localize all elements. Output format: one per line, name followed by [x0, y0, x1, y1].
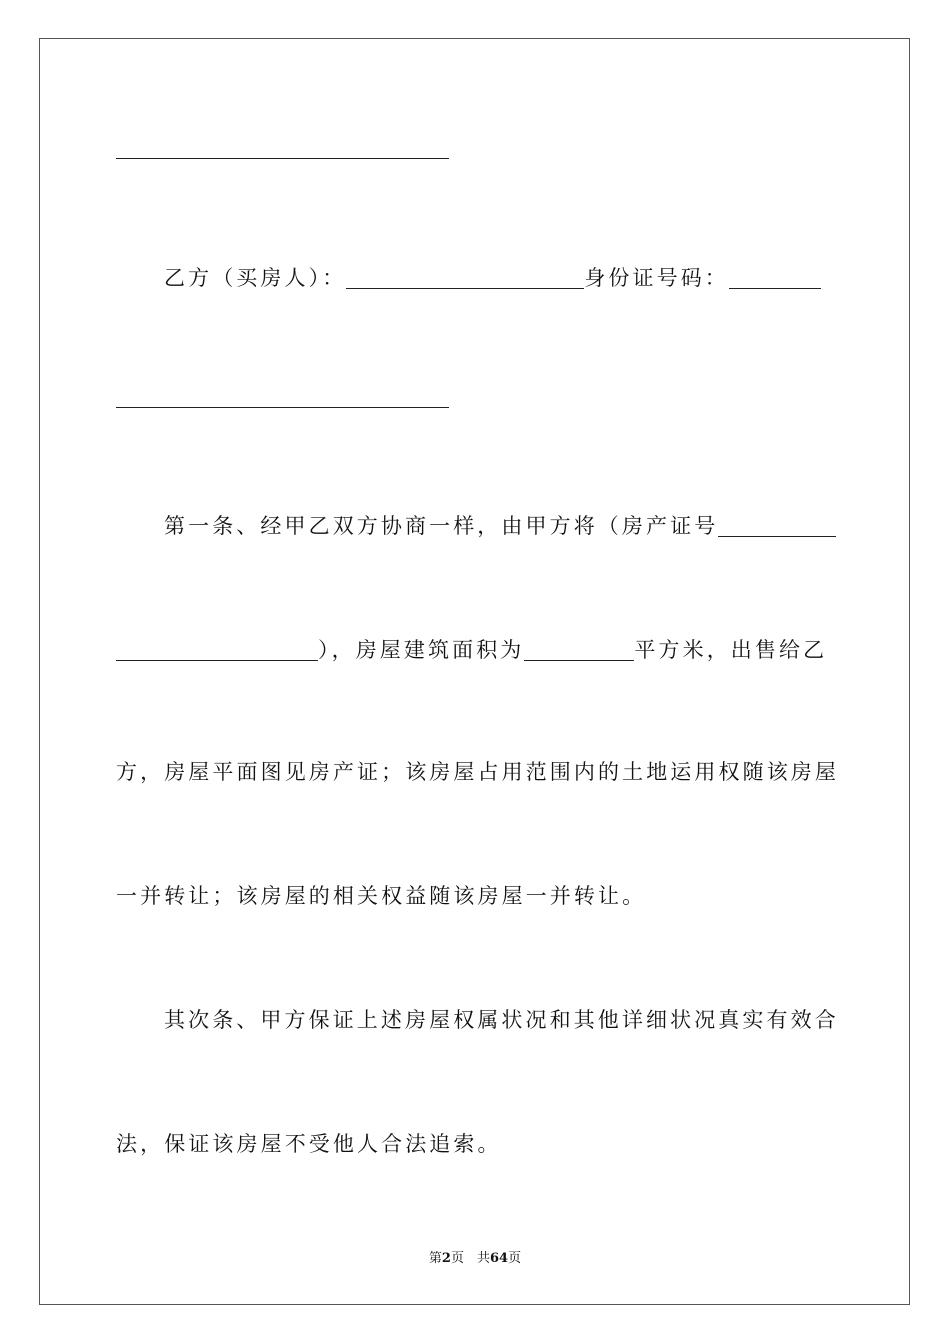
page-border — [39, 38, 910, 1305]
article-1-text-3: 方，房屋平面图见房产证；该房屋占用范围内的土地运用权随该房屋 — [116, 760, 839, 784]
article-2-line-1 — [116, 1000, 839, 1040]
article-1-line-1 — [116, 504, 836, 544]
area-blank — [524, 632, 634, 661]
footer-suffix: 页 — [508, 1251, 522, 1266]
blank-rule-2 — [116, 407, 449, 408]
article-1-text-2a: ），房屋建筑面积为 — [318, 638, 525, 662]
article-1-line-2 — [116, 628, 836, 668]
article-1-text-4: 一并转让；该房屋的相关权益随该房屋一并转让。 — [116, 884, 647, 908]
party-b-label: 乙方（买房人）： — [164, 266, 347, 290]
property-cert-blank — [718, 508, 836, 537]
property-cert-blank-2 — [116, 632, 318, 661]
id-number-blank — [729, 260, 821, 289]
footer-total-pages: 64 — [489, 1251, 509, 1266]
party-b-name-blank — [346, 260, 584, 289]
article-1-text-2b: 平方米，出售给乙 — [634, 638, 828, 662]
footer-prefix: 第 — [428, 1251, 442, 1266]
page-footer — [0, 1247, 950, 1266]
article-2-text-2: 法，保证该房屋不受他人合法追索。 — [116, 1132, 502, 1156]
blank-rule-1 — [116, 158, 449, 159]
footer-page-number: 2 — [441, 1251, 451, 1266]
article-1-line-3 — [116, 752, 839, 792]
id-number-label: 身份证号码： — [584, 266, 729, 290]
article-1-text-1: 第一条、经甲乙双方协商一样，由甲方将（房产证号 — [164, 514, 719, 538]
article-2-text-1: 其次条、甲方保证上述房屋权属状况和其他详细状况真实有效合 — [164, 1008, 839, 1032]
footer-mid: 页 共 — [450, 1251, 490, 1266]
party-b-line — [116, 256, 836, 296]
article-2-line-2 — [116, 1124, 836, 1164]
article-1-line-4 — [116, 876, 836, 916]
